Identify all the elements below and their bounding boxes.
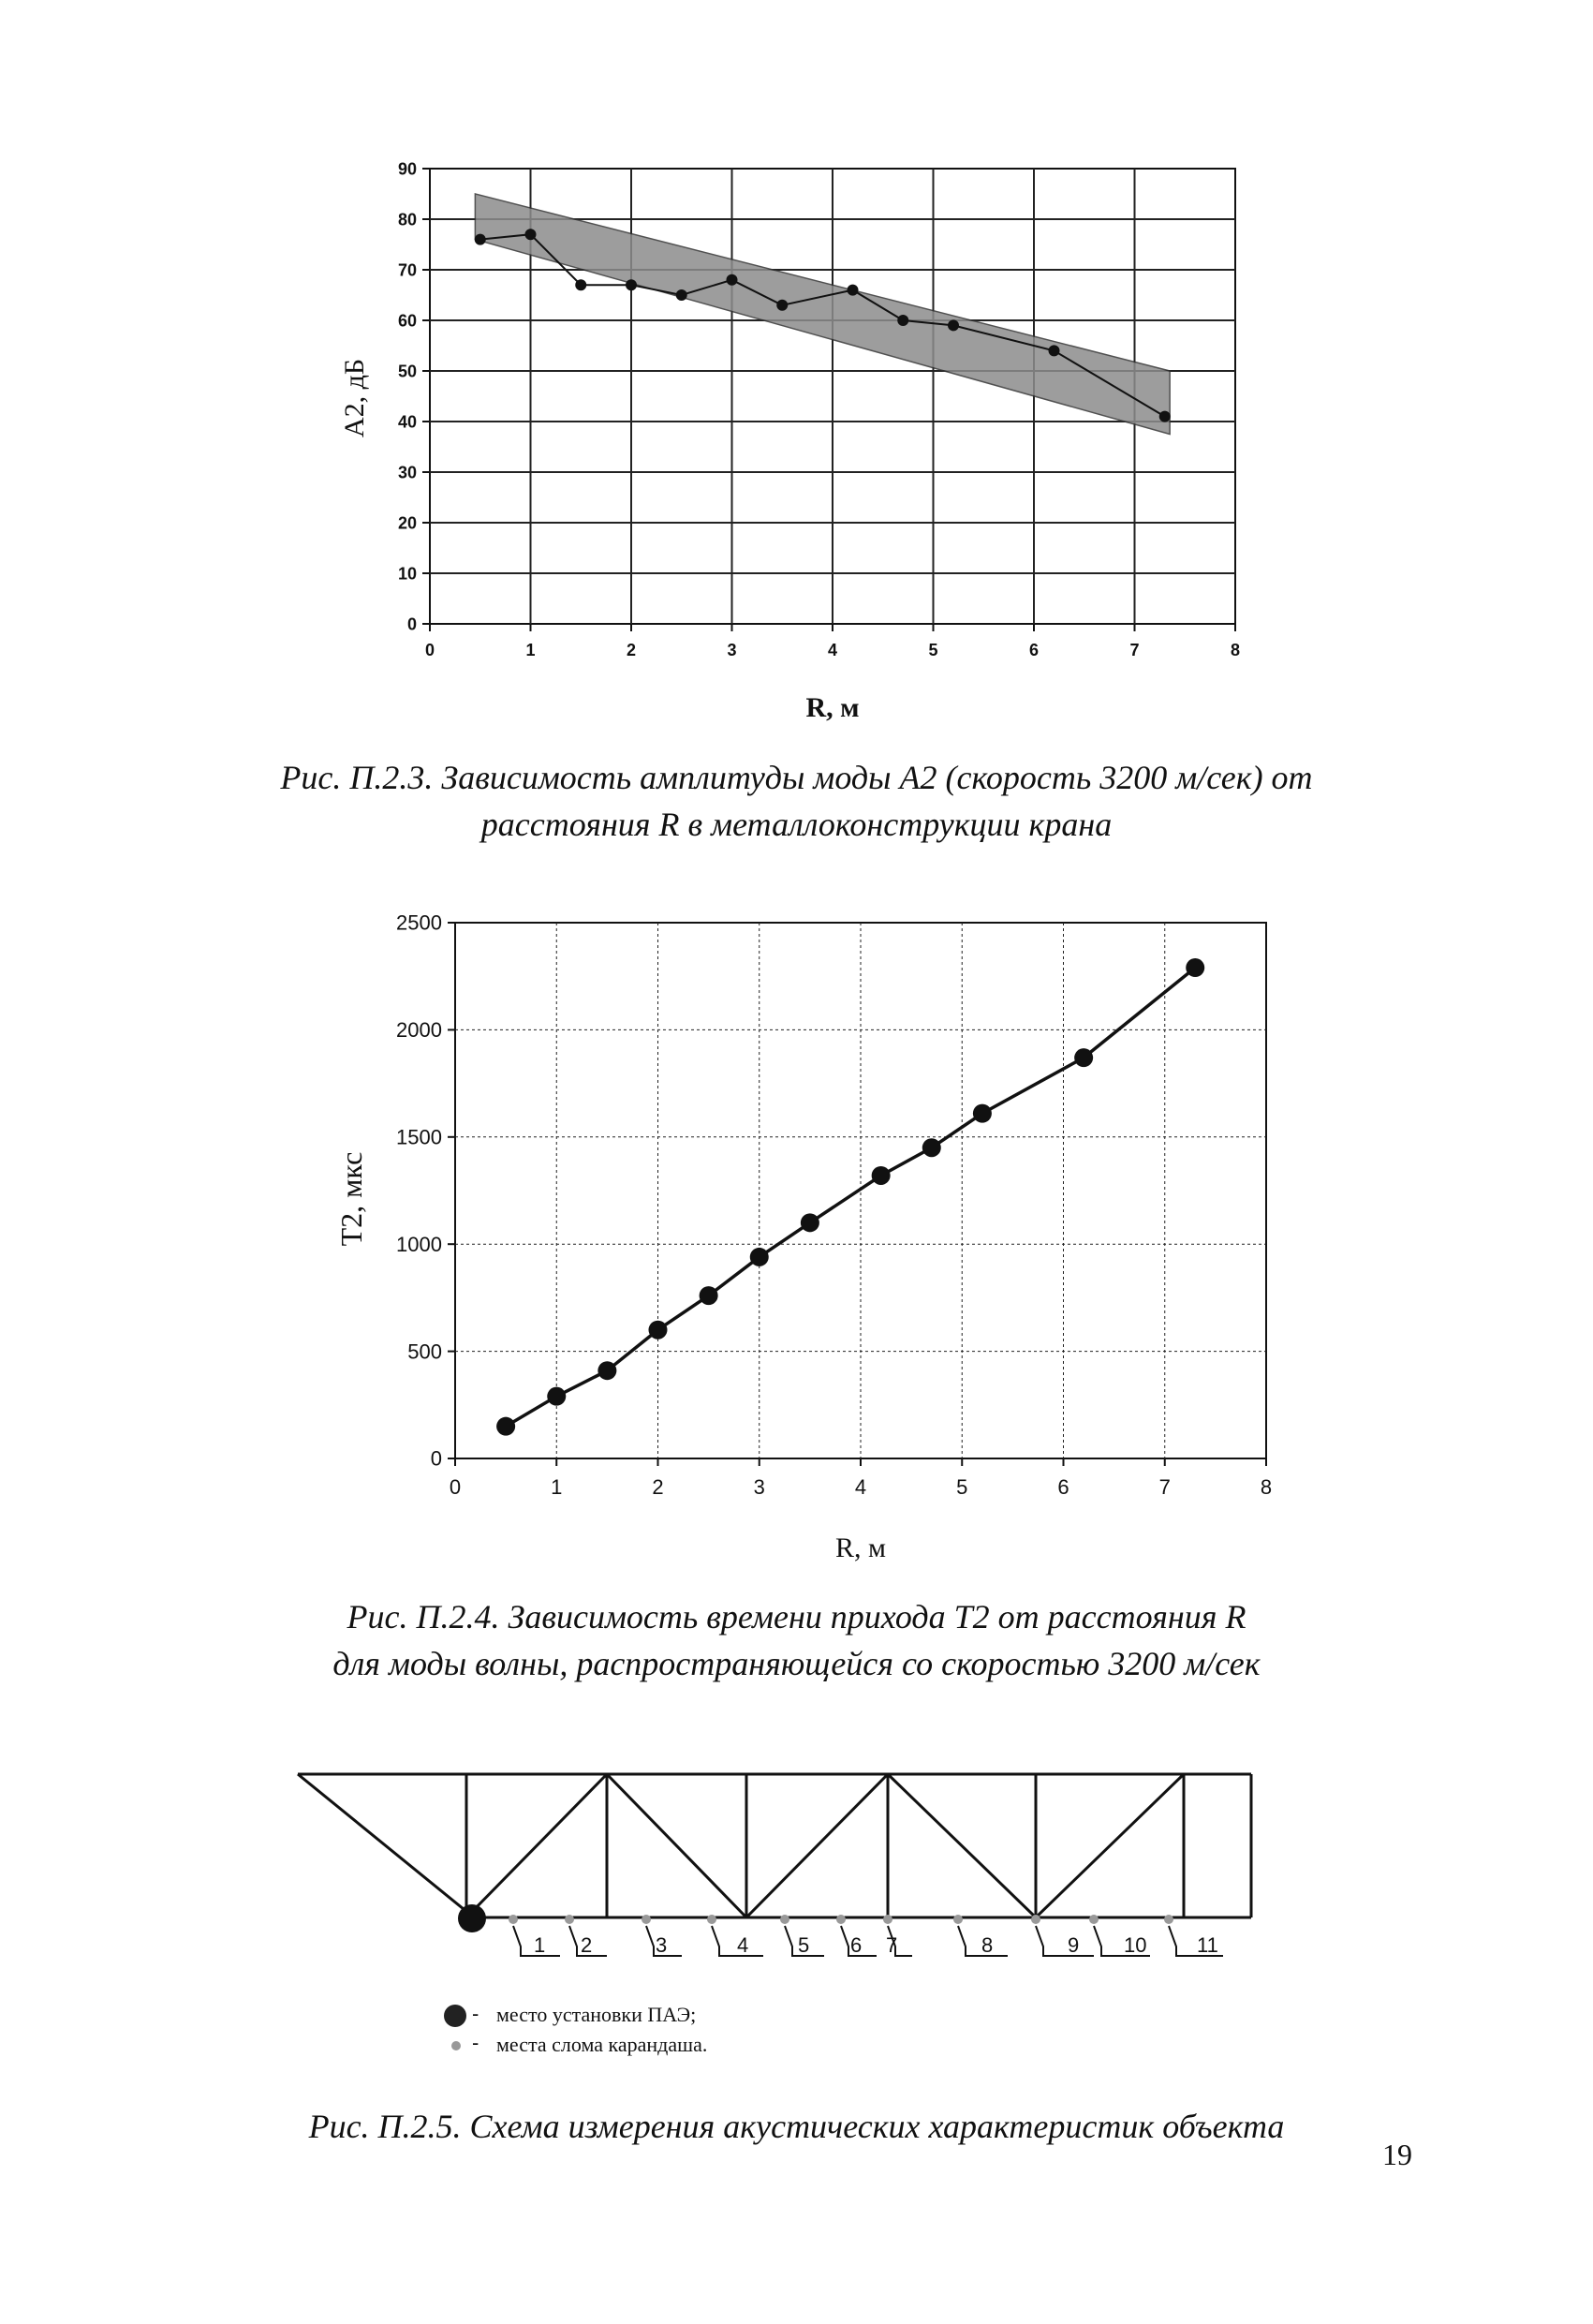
truss-diagonal bbox=[888, 1774, 1036, 1917]
data-point bbox=[727, 274, 738, 286]
y-tick-label: 60 bbox=[397, 311, 417, 331]
x-tick-label: 7 bbox=[1129, 641, 1140, 659]
pencil-break-point bbox=[780, 1915, 789, 1924]
y-tick-label: 80 bbox=[397, 210, 417, 229]
truss-diagonal bbox=[466, 1774, 607, 1917]
x-tick-label: 6 bbox=[1028, 641, 1040, 659]
point-label: 7 bbox=[886, 1933, 898, 1957]
truss-diagonal bbox=[607, 1774, 746, 1917]
chart1-x-axis-label: R, м bbox=[805, 692, 860, 723]
legend-sensor-text: место установки ПАЭ; bbox=[496, 2003, 697, 2026]
x-tick-label: 4 bbox=[854, 1475, 867, 1499]
amplitude-chart bbox=[339, 159, 1240, 723]
chart1-y-ticks bbox=[398, 159, 430, 633]
data-point bbox=[496, 1417, 515, 1436]
x-tick-label: 7 bbox=[1158, 1475, 1171, 1499]
x-tick-label: 1 bbox=[551, 1475, 563, 1499]
data-point bbox=[897, 315, 908, 326]
data-point bbox=[922, 1138, 941, 1157]
legend-pencil-text: места слома карандаша. bbox=[496, 2033, 708, 2056]
figure-3-caption-line-1: Рис. П.2.3. Зависимость амплитуды моды А2 (скорость 3200 м/сек) от bbox=[280, 759, 1313, 796]
point-label: 3 bbox=[656, 1933, 668, 1957]
page-number: 19 bbox=[1382, 2138, 1412, 2171]
x-tick-label: 3 bbox=[727, 641, 737, 659]
x-tick-label: 8 bbox=[1230, 641, 1241, 659]
x-tick-label: 5 bbox=[928, 641, 938, 659]
legend-sensor-dash: - bbox=[472, 2002, 479, 2025]
truss-end-slope bbox=[298, 1774, 474, 1917]
pencil-break-point bbox=[1089, 1915, 1099, 1924]
data-point bbox=[597, 1361, 616, 1380]
pencil-break-point bbox=[1164, 1915, 1173, 1924]
figure-5-caption: Рис. П.2.5. Схема измерения акустических характеристик объекта bbox=[308, 2108, 1285, 2145]
y-tick-label: 500 bbox=[407, 1340, 442, 1364]
x-tick-label: 5 bbox=[956, 1475, 968, 1499]
legend-pencil-dash: - bbox=[472, 2031, 479, 2054]
chart2-x-ticks bbox=[450, 1458, 1272, 1499]
point-label: 9 bbox=[1068, 1933, 1080, 1957]
x-tick-label: 0 bbox=[424, 641, 435, 659]
pencil-break-point bbox=[836, 1915, 846, 1924]
chart1-y-axis-label: A2, дБ bbox=[339, 358, 370, 438]
pencil-break-point bbox=[642, 1915, 651, 1924]
pencil-break-point bbox=[883, 1915, 892, 1924]
data-point bbox=[700, 1286, 718, 1305]
point-label: 4 bbox=[737, 1933, 749, 1957]
y-tick-label: 30 bbox=[397, 463, 417, 482]
chart2-y-ticks bbox=[396, 911, 455, 1471]
x-tick-label: 6 bbox=[1057, 1475, 1069, 1499]
y-tick-label: 1000 bbox=[396, 1232, 442, 1256]
data-point bbox=[1049, 345, 1060, 356]
data-point bbox=[626, 279, 637, 290]
figure-4-caption-line-1: Рис. П.2.4. Зависимость времени прихода Т2 от расстояния R bbox=[347, 1598, 1246, 1636]
y-tick-label: 70 bbox=[397, 260, 417, 280]
truss-diagonal bbox=[746, 1774, 888, 1917]
pencil-break-point bbox=[565, 1915, 574, 1924]
data-point bbox=[649, 1321, 668, 1340]
pencil-break-point bbox=[509, 1915, 518, 1924]
x-tick-label: 3 bbox=[753, 1475, 765, 1499]
y-tick-label: 50 bbox=[397, 362, 417, 381]
arrival-time-chart bbox=[334, 911, 1272, 1563]
point-label: 5 bbox=[798, 1933, 810, 1957]
point-label: 1 bbox=[534, 1933, 546, 1957]
y-tick-label: 0 bbox=[406, 614, 417, 634]
data-point bbox=[676, 289, 687, 301]
data-point bbox=[776, 300, 788, 311]
figure-4-caption-line-2: для моды волны, распространяющейся со скоростью 3200 м/сек bbox=[332, 1645, 1261, 1682]
data-point bbox=[750, 1248, 769, 1266]
data-point bbox=[801, 1213, 819, 1232]
y-tick-label: 2500 bbox=[396, 910, 442, 935]
sensor-marker bbox=[458, 1904, 486, 1932]
x-tick-label: 0 bbox=[449, 1475, 462, 1499]
pencil-break-points bbox=[509, 1915, 1223, 1957]
data-point bbox=[547, 1387, 566, 1406]
data-point bbox=[575, 279, 586, 290]
truss-diagonal bbox=[1036, 1774, 1184, 1917]
point-label: 8 bbox=[981, 1933, 994, 1957]
pencil-break-point bbox=[953, 1915, 963, 1924]
legend-sensor-icon bbox=[444, 2005, 466, 2027]
pencil-break-point bbox=[1031, 1915, 1040, 1924]
data-point bbox=[475, 234, 486, 245]
x-tick-label: 2 bbox=[626, 641, 637, 659]
chart1-x-ticks bbox=[425, 624, 1240, 659]
data-point bbox=[848, 285, 859, 296]
x-tick-label: 4 bbox=[827, 641, 838, 659]
pencil-break-point bbox=[707, 1915, 716, 1924]
point-leader-line bbox=[1036, 1926, 1094, 1956]
legend-pencil-icon bbox=[451, 2041, 461, 2050]
x-tick-label: 1 bbox=[525, 641, 536, 659]
crane-truss-diagram bbox=[298, 1774, 1251, 2056]
data-point bbox=[1159, 411, 1171, 422]
y-tick-label: 40 bbox=[397, 412, 417, 432]
data-point bbox=[973, 1104, 992, 1123]
x-tick-label: 2 bbox=[652, 1475, 664, 1499]
y-tick-label: 10 bbox=[397, 564, 417, 584]
y-tick-label: 1500 bbox=[396, 1125, 442, 1149]
data-point bbox=[948, 319, 959, 331]
y-tick-label: 2000 bbox=[396, 1018, 442, 1043]
point-label: 6 bbox=[850, 1933, 863, 1957]
figure-3-caption-line-2: расстояния R в металлоконструкции крана bbox=[480, 806, 1113, 843]
point-label: 10 bbox=[1124, 1933, 1147, 1957]
y-tick-label: 0 bbox=[430, 1446, 442, 1471]
y-tick-label: 20 bbox=[397, 513, 417, 533]
data-point bbox=[1186, 958, 1204, 977]
x-tick-label: 8 bbox=[1260, 1475, 1273, 1499]
point-label: 11 bbox=[1197, 1933, 1218, 1957]
y-tick-label: 90 bbox=[397, 159, 417, 179]
chart2-x-axis-label: R, м bbox=[835, 1532, 886, 1563]
chart2-y-axis-label: T2, мкс bbox=[334, 1151, 368, 1247]
point-label: 2 bbox=[581, 1933, 593, 1957]
data-point bbox=[1074, 1048, 1093, 1067]
data-point bbox=[872, 1166, 891, 1185]
data-point bbox=[525, 229, 537, 240]
